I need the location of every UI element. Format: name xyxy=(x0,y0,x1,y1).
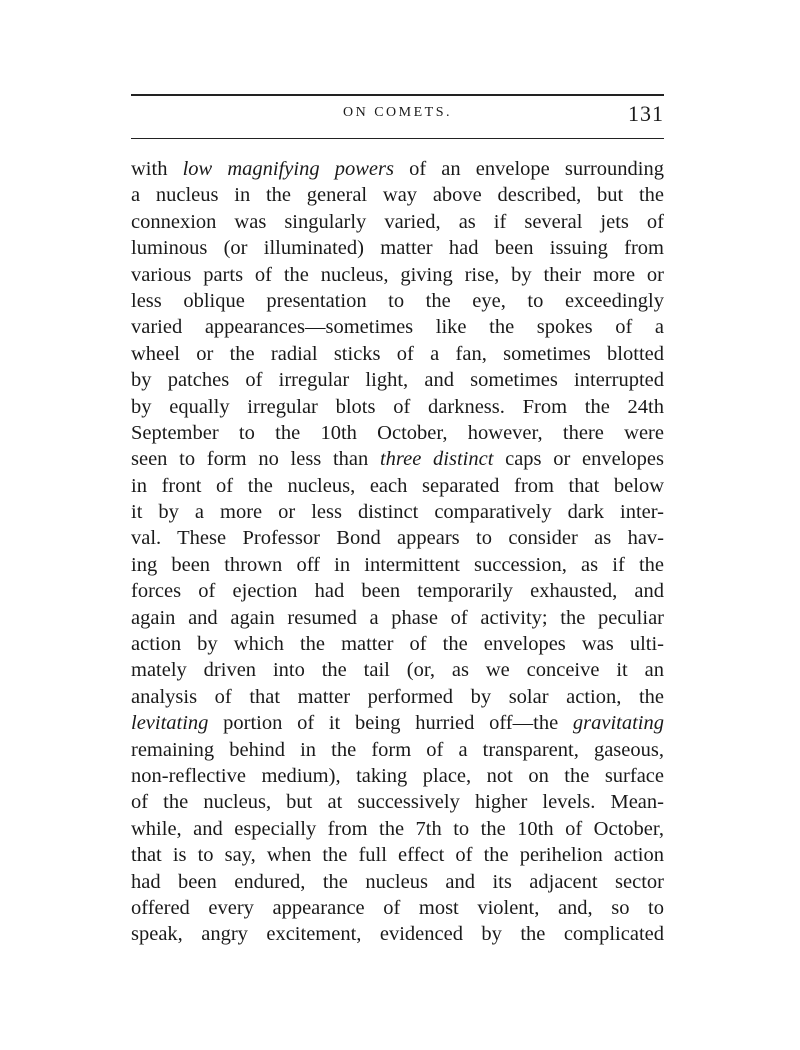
text-line xyxy=(131,367,664,393)
text-line xyxy=(131,446,664,472)
text-run: less oblique presentation to the eye, to exceedingly xyxy=(131,289,664,312)
text-line xyxy=(131,842,664,868)
text-line xyxy=(131,314,664,340)
text-line xyxy=(131,420,664,446)
text-run: by equally irregular blots of darkness. From the 24th xyxy=(131,395,664,418)
text-line xyxy=(131,499,664,525)
text-line xyxy=(131,182,664,208)
text-run: forces of ejection had been temporarily exhausted, and xyxy=(131,580,664,603)
text-line xyxy=(131,737,664,763)
text-run: ing been thrown off in intermittent succession, as if the xyxy=(131,553,664,576)
text-run: remaining behind in the form of a transparent, gaseous, xyxy=(131,738,664,761)
text-run: caps or envelopes xyxy=(493,448,664,471)
text-line xyxy=(131,631,664,657)
text-run: while, and especially from the 7th to the 10th of October, xyxy=(131,817,664,840)
text-run: varied appearances—sometimes like the spokes of a xyxy=(131,316,664,339)
text-run: luminous (or illuminated) matter had been issuing from xyxy=(131,237,664,260)
text-line xyxy=(131,578,664,604)
text-line xyxy=(131,394,664,420)
text-run: with xyxy=(131,158,183,180)
italic-phrase: levitating xyxy=(131,712,209,735)
running-title: ON COMETS. xyxy=(342,105,452,120)
italic-phrase: gravitating xyxy=(572,712,664,735)
text-run: connexion was singularly varied, as if several jets of xyxy=(131,210,664,233)
text-line xyxy=(131,209,664,235)
text-line xyxy=(131,525,664,551)
text-run: of the nucleus, but at successively higher levels. Mean- xyxy=(131,791,664,814)
italic-phrase: low magnifying powers xyxy=(182,158,394,180)
text-line xyxy=(131,869,664,895)
text-run: September to the 10th October, however, there were xyxy=(131,421,664,444)
text-run: speak, angry excitement, evidenced by the complicated xyxy=(131,923,664,946)
text-run: a nucleus in the general way above described, but the xyxy=(131,184,664,207)
text-run: various parts of the nucleus, giving rise, by their more or xyxy=(131,263,664,286)
text-run: again and again resumed a phase of activity; the peculiar xyxy=(131,606,664,629)
text-line xyxy=(131,156,664,182)
text-line xyxy=(131,684,664,710)
body-paragraph xyxy=(131,156,664,948)
text-line xyxy=(131,816,664,842)
text-run: of an envelope surrounding xyxy=(393,158,664,180)
running-head xyxy=(131,103,664,133)
text-run: portion of it being hurried off—the xyxy=(208,712,573,735)
text-line xyxy=(131,657,664,683)
header-top-rule xyxy=(131,94,664,96)
text-run: non-reflective medium), taking place, not on the surface xyxy=(131,764,664,787)
text-line xyxy=(131,895,664,921)
text-line xyxy=(131,473,664,499)
text-run: that is to say, when the full effect of the perihelion action xyxy=(131,844,664,867)
text-line xyxy=(131,288,664,314)
page-number: 131 xyxy=(628,101,664,126)
text-line xyxy=(131,341,664,367)
text-run: analysis of that matter performed by solar action, the xyxy=(131,685,664,708)
text-run: action by which the matter of the envelopes was ulti- xyxy=(131,633,664,656)
text-line xyxy=(131,710,664,736)
text-run: mately driven into the tail (or, as we conceive it an xyxy=(131,659,664,682)
text-line xyxy=(131,552,664,578)
text-line xyxy=(131,605,664,631)
text-run: by patches of irregular light, and sometimes interrupted xyxy=(131,369,664,392)
header-bottom-rule xyxy=(131,138,664,139)
text-line xyxy=(131,921,664,947)
text-run: seen to form no less than xyxy=(131,448,380,471)
text-run: had been endured, the nucleus and its adjacent sector xyxy=(131,870,664,893)
text-run: it by a more or less distinct comparatively dark inter- xyxy=(131,501,664,524)
text-line xyxy=(131,262,664,288)
text-line xyxy=(131,235,664,261)
text-line xyxy=(131,789,664,815)
text-run: offered every appearance of most violent, and, so to xyxy=(131,896,664,919)
text-run: in front of the nucleus, each separated from that below xyxy=(131,474,664,497)
text-run: wheel or the radial sticks of a fan, sometimes blotted xyxy=(131,342,664,365)
text-line xyxy=(131,763,664,789)
italic-phrase: three distinct xyxy=(379,448,494,471)
text-run: val. These Professor Bond appears to consider as hav- xyxy=(131,527,664,550)
